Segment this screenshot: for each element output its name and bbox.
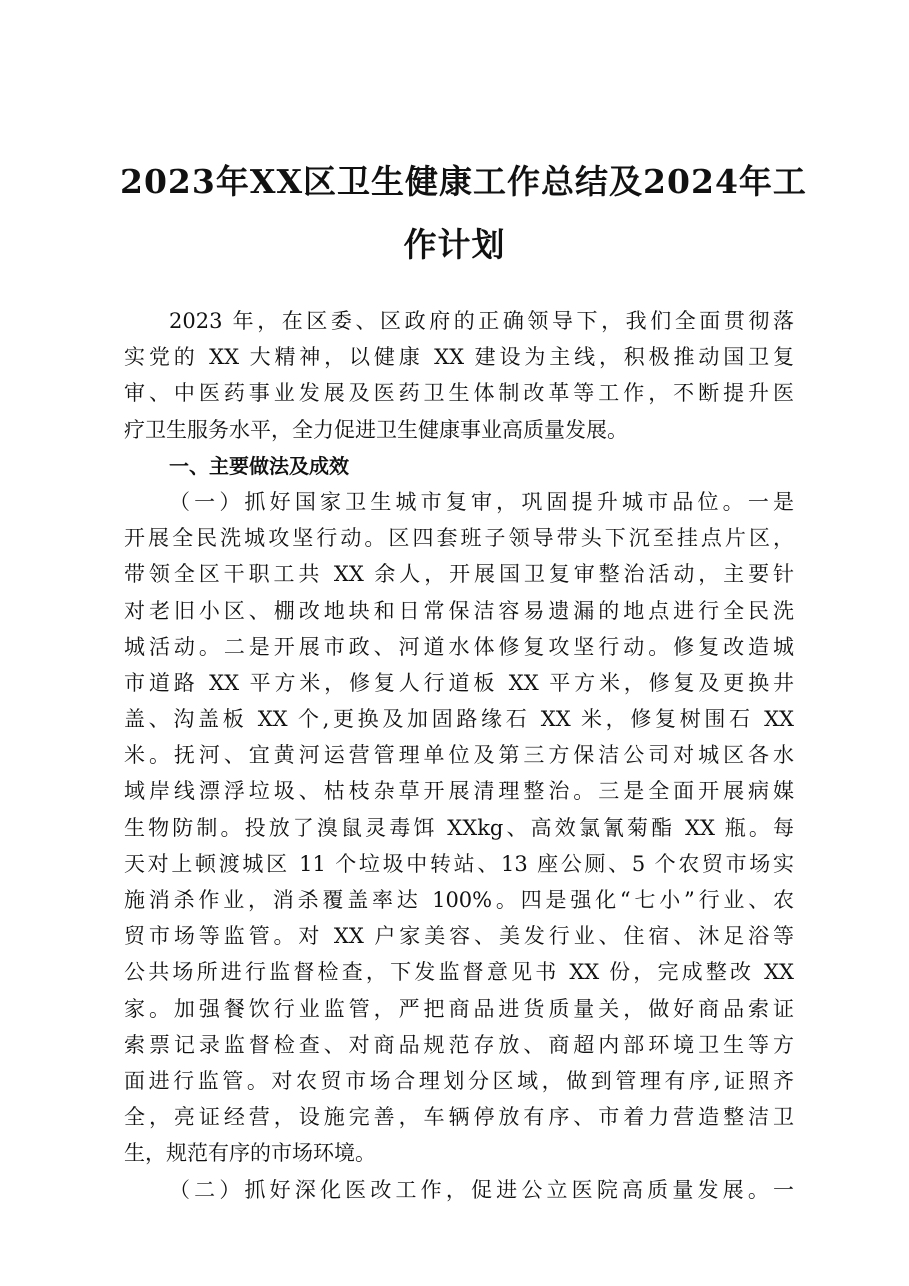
text-line: 开展全民洗城攻坚行动。区四套班子领导带头下沉至挂点片区，	[124, 526, 794, 551]
text-line: 全，亮证经营，设施完善，车辆停放有序、市着力营造整洁卫	[124, 1105, 794, 1130]
text-line: 带领全区干职工共 XX 余人，开展国卫复审整治活动，主要针	[124, 562, 794, 587]
document-title-line-1: 2023年XX区卫生健康工作总结及2024年工	[120, 162, 807, 201]
document-title-line-2: 作计划	[403, 225, 506, 264]
text-line: 市道路 XX 平方米，修复人行道板 XX 平方米，修复及更换井	[124, 670, 794, 695]
text-line: 米。抚河、宜黄河运营管理单位及第三方保洁公司对城区各水	[124, 743, 794, 768]
text-line: （二）抓好深化医改工作，促进公立医院高质量发展。一	[169, 1177, 794, 1202]
text-line: 城活动。二是开展市政、河道水体修复攻坚行动。修复改造城	[124, 634, 794, 659]
text-line: 生物防制。投放了溴鼠灵毒饵 XXkg、高效氯氰菊酯 XX 瓶。每	[124, 815, 794, 840]
text-line: 贸市场等监管。对 XX 户家美容、美发行业、住宿、沐足浴等	[124, 924, 794, 949]
text-line: （一）抓好国家卫生城市复审，巩固提升城市品位。一是	[169, 489, 794, 514]
text-line: 天对上顿渡城区 11 个垃圾中转站、13 座公厕、5 个农贸市场实	[124, 851, 794, 876]
text-line: 索票记录监督检查、对商品规范存放、商超内部环境卫生等方	[124, 1032, 794, 1057]
document-body	[124, 303, 794, 1208]
text-line: 面进行监管。对农贸市场合理划分区域，做到管理有序,证照齐	[124, 1068, 794, 1093]
text-line: 实党的 XX 大精神，以健康 XX 建设为主线，积极推动国卫复	[124, 345, 794, 370]
text-line: 家。加强餐饮行业监管，严把商品进货质量关，做好商品索证	[124, 996, 794, 1021]
text-line: 生，规范有序的市场环境。	[124, 1141, 376, 1166]
text-line: 盖、沟盖板 XX 个,更换及加固路缘石 XX 米，修复树围石 XX	[124, 707, 794, 732]
text-line: 施消杀作业，消杀覆盖率达 100%。四是强化“七小”行业、农	[124, 888, 794, 912]
text-line: 2023 年，在区委、区政府的正确领导下，我们全面贯彻落	[169, 309, 794, 333]
text-line: 对老旧小区、棚改地块和日常保洁容易遗漏的地点进行全民洗	[124, 598, 794, 623]
section-heading: 一、主要做法及成效	[169, 453, 349, 478]
text-line: 疗卫生服务水平，全力促进卫生健康事业高质量发展。	[124, 417, 628, 442]
text-line: 公共场所进行监督检查，下发监督意见书 XX 份，完成整改 XX	[124, 960, 794, 985]
text-line: 审、中医药事业发展及医药卫生体制改革等工作，不断提升医	[124, 381, 794, 406]
text-line: 域岸线漂浮垃圾、枯枝杂草开展清理整治。三是全面开展病媒	[124, 779, 794, 804]
